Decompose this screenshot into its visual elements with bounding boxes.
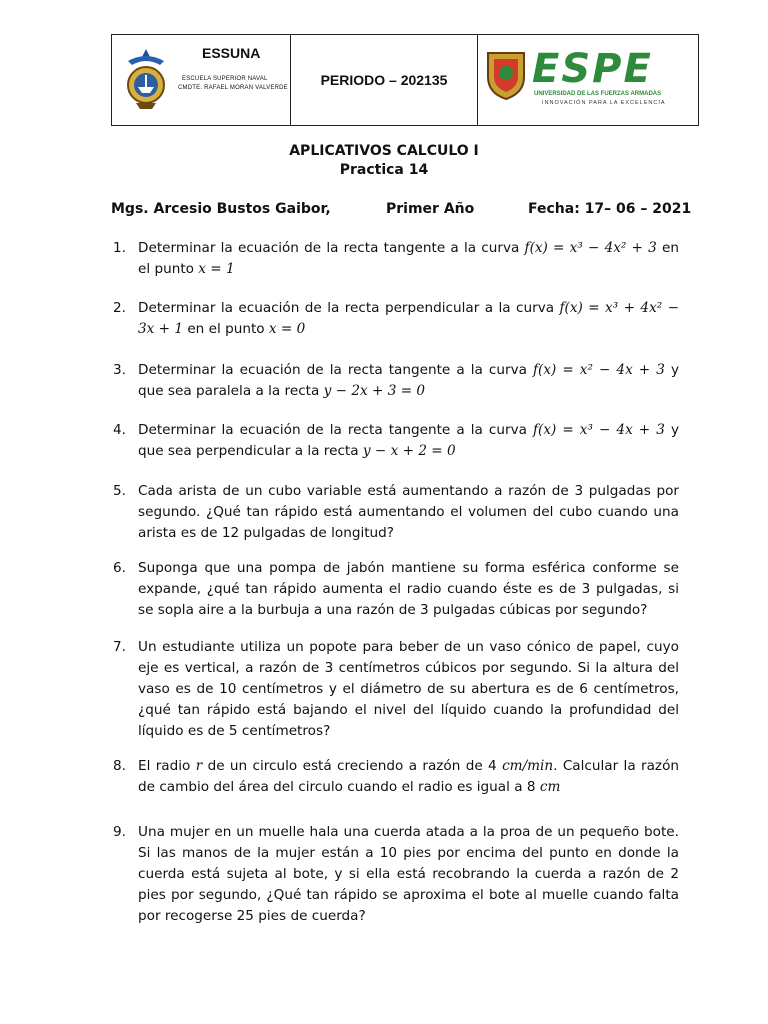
school-name-line1: ESCUELA SUPERIOR NAVAL <box>182 76 268 82</box>
question-text: Una mujer en un muelle hala una cuerda atada a la proa de un pequeño bote. Si las manos de la mujer están a 10 pies por encima del punto en donde la cuerda está sujeta al bote, y si ella está recobrando la cuerda a razón de 2 pies por segundo, ¿Qué tan rápido se aproxima el bote al muelle cuando falta por recogerse 25 pies de cuerda? <box>138 824 679 924</box>
question-item <box>113 637 679 742</box>
date-label: Fecha: 17– 06 – 2021 <box>528 201 692 217</box>
question-number: 3. <box>113 362 126 378</box>
document-subtitle: Practica 14 <box>339 162 429 178</box>
question-item <box>113 756 679 798</box>
question-number: 4. <box>113 422 126 438</box>
question-text: Un estudiante utiliza un popote para beber de un vaso cónico de papel, cuyo eje es vertical, a razón de 3 centímetros cúbicos por segundo. Si la altura del vaso es de 10 centímetros y el diámetro de su abertura es de 6 centímetros, ¿qué tan rápido está bajando el nivel del líquido cuando la profundidad del líquido es de 5 centímetros? <box>138 639 679 739</box>
question-number: 2. <box>113 300 126 316</box>
question-item <box>113 558 679 621</box>
header-middle-cell <box>291 35 478 125</box>
question-text: El radio r de un circulo está creciendo a razón de 4 cm/min. Calcular la razón de cambio del área del circulo cuando el radio es igual a 8 cm <box>138 758 679 795</box>
question-item <box>113 298 679 340</box>
espe-logo-text: ESPE <box>532 46 653 92</box>
espe-shield-icon <box>484 49 528 101</box>
question-number: 1. <box>113 240 126 256</box>
question-text: Determinar la ecuación de la recta tangente a la curva f(x) = x³ − 4x + 3 y que sea perpendicular a la recta y − x + 2 = 0 <box>138 422 679 459</box>
question-number: 6. <box>113 560 126 576</box>
course-year: Primer Año <box>386 201 475 217</box>
header-right-cell <box>478 35 698 125</box>
header-left-cell <box>112 35 291 125</box>
document-title: APLICATIVOS CALCULO I <box>289 143 479 159</box>
question-item <box>113 238 679 280</box>
teacher-name: Mgs. Arcesio Bustos Gaibor, <box>111 201 331 217</box>
question-text: Determinar la ecuación de la recta perpendicular a la curva f(x) = x³ + 4x² − 3x + 1 en el punto x = 0 <box>138 300 679 337</box>
question-item <box>113 481 679 544</box>
naval-school-seal-icon <box>122 47 170 111</box>
question-item <box>113 420 679 462</box>
period-label: PERIODO – 202135 <box>320 72 448 88</box>
espe-tagline: INNOVACIÓN PARA LA EXCELENCIA <box>542 100 666 106</box>
question-item <box>113 360 679 402</box>
header-table <box>111 34 699 126</box>
espe-subtitle: UNIVERSIDAD DE LAS FUERZAS ARMADAS <box>534 91 662 97</box>
question-text: Determinar la ecuación de la recta tangente a la curva f(x) = x³ − 4x² + 3 en el punto x = 1 <box>138 240 679 277</box>
question-number: 5. <box>113 483 126 499</box>
school-acronym: ESSUNA <box>202 45 261 61</box>
question-number: 7. <box>113 639 126 655</box>
question-number: 8. <box>113 758 126 774</box>
question-item <box>113 822 679 927</box>
school-name-line2: CMDTE. RAFAEL MORAN VALVERDE <box>178 85 288 91</box>
question-text: Suponga que una pompa de jabón mantiene su forma esférica conforme se expande, ¿qué tan rápido aumenta el radio cuando éste es de 3 pulgadas, si se sopla aire a la burbuja a una razón de 3 pulgadas cúbicas por segundo? <box>138 560 679 618</box>
question-number: 9. <box>113 824 126 840</box>
question-text: Cada arista de un cubo variable está aumentando a razón de 3 pulgadas por segundo. ¿Qué tan rápido está aumentando el volumen del cubo cuando una arista es de 12 pulgadas de longitud? <box>138 483 679 541</box>
question-text: Determinar la ecuación de la recta tangente a la curva f(x) = x² − 4x + 3 y que sea paralela a la recta y − 2x + 3 = 0 <box>138 362 679 399</box>
